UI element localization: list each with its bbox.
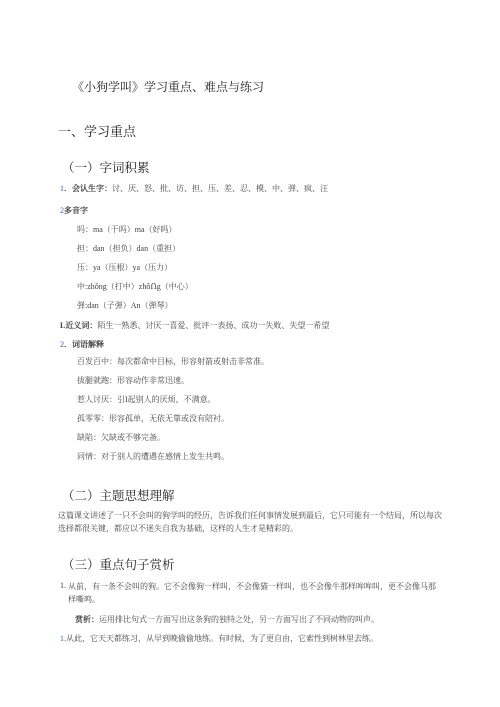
word-explanation: 同情：对于别人的遭遇在感情上发生共鸣。 <box>77 452 229 461</box>
item-polyphones-heading <box>60 205 88 216</box>
item-label: ．会认生字： <box>64 184 112 193</box>
item-number: 2 <box>60 340 64 349</box>
subsection-heading-key-sentences: （三）重点句子赏析 <box>62 558 175 572</box>
word-explanation: 孤零零：形容孤单，无依无靠或没有陪衬。 <box>77 414 229 423</box>
word-explanation: 缺陷：欠缺或不够完备。 <box>77 433 165 442</box>
item-label: L近义词： <box>60 321 98 330</box>
key-sentence: 从前，有一条不会叫的狗。它不会像狗一样叫，不会像猫一样叫，也不会像牛那样哞哞叫，更不会像马那样嘶鸣。 <box>68 582 436 604</box>
item-text: 陌生一熟悉、讨厌一喜爱、批评一表扬、成功一失败、失望一希望 <box>97 321 330 330</box>
item-label: 多音字 <box>64 206 88 215</box>
subsection-heading-theme: （二）主题思想理解 <box>62 489 175 503</box>
section-heading-study-focus: 一、学习重点 <box>58 124 137 139</box>
appreciation-text: 运用排比句式一方面写出这条狗的独特之处，另一方面写出了不同动物的叫声。 <box>99 615 379 624</box>
item-number: 2 <box>60 206 64 215</box>
appreciation-label: 赏析： <box>75 615 99 624</box>
item-synonyms <box>60 320 329 331</box>
theme-paragraph: 这篇课文讲述了一只不会叫的狗学叫的经历，告诉我们任何事情发展到最后，它只可能有一个结局，所以每次选择都很关键，都应以不迷失自我为基础，这样的人生才是精彩的。 <box>58 511 442 533</box>
polyphone-line: 担：dan（担负）dan（重担） <box>77 244 181 253</box>
item-number: 1 <box>60 184 64 193</box>
item-text: 讨、厌、怒、批、访、担、压、差、忍、模、中、弹、疯、汪 <box>112 184 328 193</box>
word-explanation: 百发百中：每次都命中目标，形容射箭或射击非常准。 <box>77 357 269 366</box>
key-sentence-2 <box>60 633 378 644</box>
sentence-number: 1. <box>60 634 66 643</box>
polyphone-line: 吗：ma（干吗）ma（好吗） <box>77 225 177 234</box>
item-new-characters <box>60 183 328 194</box>
sentence-text: 从此，它天天都练习，从早到晚偷偷地练。有时候，为了更自由，它索性到树林里去练。 <box>66 634 378 643</box>
subsection-heading-vocabulary: （一）字词积累 <box>62 161 150 175</box>
word-explanation: 拔腿就跑：形容动作非常迅速。 <box>77 376 189 385</box>
word-explanation: 惹人讨厌：引I起别人的厌烦，不满意。 <box>77 395 216 404</box>
polyphone-line: 弹:dan（子弹）An（弹琴） <box>77 301 173 310</box>
document-title: 《小狗学叫》学习重点、难点与练习 <box>72 80 265 94</box>
appreciation-line <box>75 614 379 625</box>
item-word-explanations-heading <box>60 339 104 350</box>
item-label: ．词语解释 <box>64 340 104 349</box>
polyphone-line: 压：ya（压根）ya（压力） <box>77 263 173 272</box>
polyphone-line: 中:zhǒng（打中）zhǒՈg（中心） <box>77 282 193 291</box>
sentence-number: 1. <box>60 581 66 590</box>
